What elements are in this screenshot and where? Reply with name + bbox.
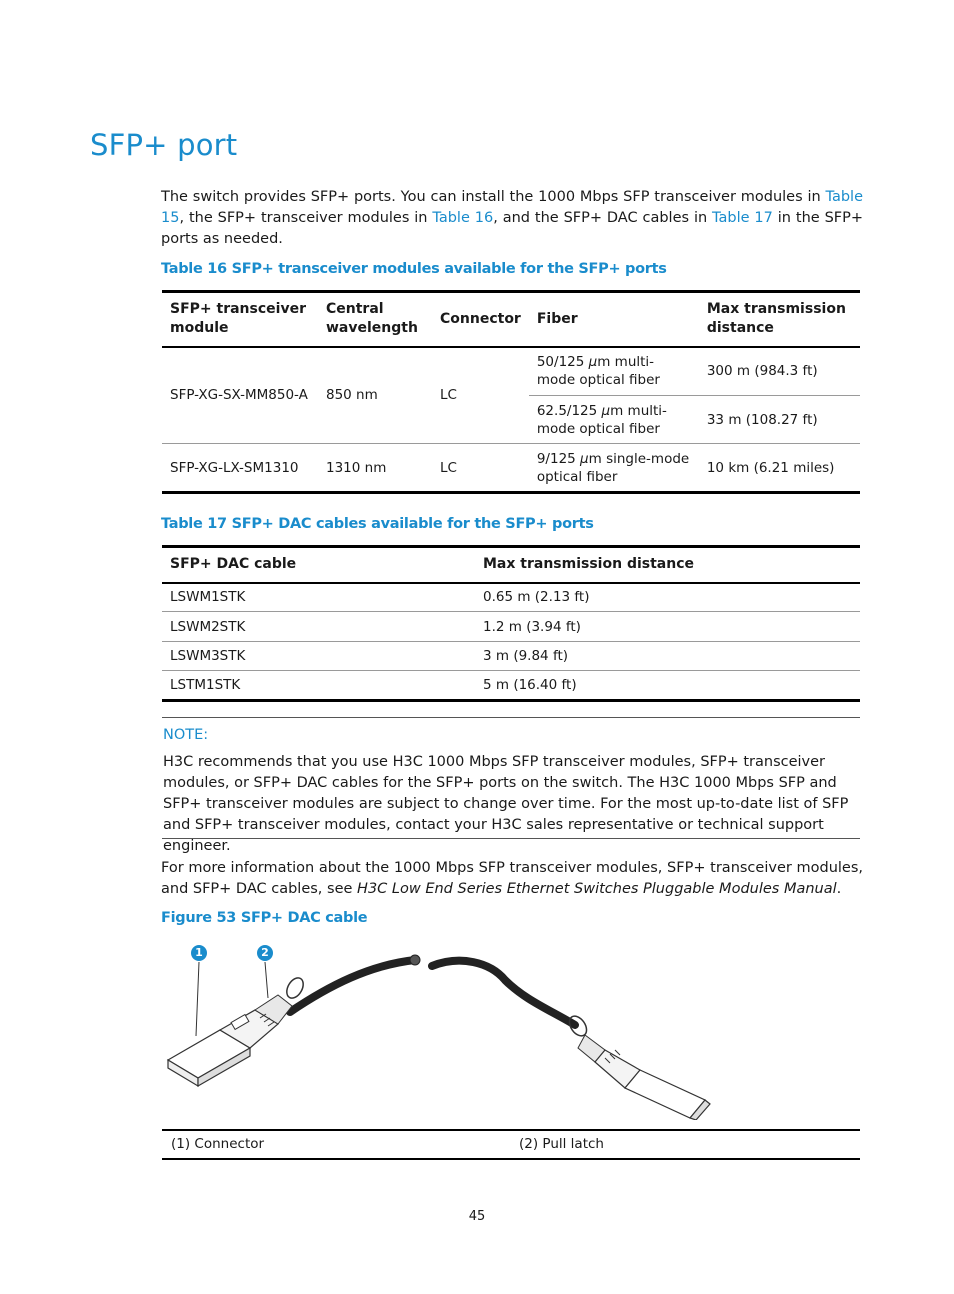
cell-cable: LSWM1STK — [170, 589, 246, 606]
callout-2: 2 — [257, 945, 273, 961]
cell-max-distance: 3 m (9.84 ft) — [483, 648, 569, 664]
page-heading: SFP+ port — [90, 128, 238, 162]
table-16-caption: Table 16 SFP+ transceiver modules available for the SFP+ ports — [161, 261, 667, 277]
legend-connector: (1) Connector — [171, 1136, 265, 1152]
more-info-paragraph — [161, 858, 863, 900]
note-text: H3C recommends that you use H3C 1000 Mbps SFP transceiver modules, SFP+ transceiver modules, or SFP+ DAC cables for the SFP+ ports on the switch. The H3C 1000 Mbps SFP and SFP+ transceiver modules are subject to change over time. For the most up-to-date list of SFP and SFP+ transceiver modules, contact your H3C sales representative or technical support engineer. — [163, 754, 849, 854]
dac-cable-figure — [160, 940, 720, 1120]
cell-module: SFP-XG-SX-MM850-A — [162, 347, 318, 444]
cell-fiber: 62.5/125 μm multi-mode optical fiber — [529, 396, 699, 444]
transceiver-table — [162, 290, 860, 494]
dac-cable-illustration — [160, 940, 720, 1120]
table-row — [162, 642, 860, 671]
table-row — [162, 612, 860, 642]
cell-max-distance: 1.2 m (3.94 ft) — [483, 618, 581, 635]
cell-connector: LC — [440, 459, 457, 476]
cell-cable: LSWM2STK — [170, 618, 246, 635]
link-table-15[interactable]: Table 15 — [161, 189, 863, 226]
more-info-text-1: For more information about the 1000 Mbps SFP transceiver modules, SFP+ transceiver modules, and SFP+ DAC cables, see — [161, 860, 863, 897]
col-header-cable: SFP+ DAC cable — [170, 556, 297, 573]
col-header-distance: Max transmission distance — [706, 301, 846, 337]
col-header-fiber: Fiber — [536, 310, 578, 327]
cell-max-distance: 5 m (16.40 ft) — [483, 677, 577, 693]
right-connector — [566, 1013, 710, 1120]
table-row — [162, 583, 860, 612]
intro-text-4: in the SFP+ ports as needed. — [161, 210, 864, 247]
intro-paragraph — [161, 187, 863, 250]
page-number: 45 — [468, 1209, 486, 1224]
col-header-module: SFP+ transceiver module — [170, 301, 306, 337]
col-header-connector: Connector — [440, 310, 521, 327]
intro-text-2: , the SFP+ transceiver modules in — [179, 210, 433, 226]
more-info-text-2: . — [836, 881, 842, 897]
table-row — [162, 444, 860, 493]
cell-connector: LC — [432, 347, 529, 444]
cell-distance: 33 m (108.27 ft) — [699, 396, 860, 444]
table-row — [162, 347, 860, 396]
legend-pull-latch: (2) Pull latch — [519, 1136, 604, 1152]
col-header-wavelength: Central wavelength — [326, 301, 418, 337]
cell-cable: LSWM3STK — [170, 648, 246, 664]
figure-legend — [162, 1129, 860, 1160]
cell-wavelength: 1310 nm — [326, 459, 387, 476]
callout-1: 1 — [191, 945, 207, 961]
intro-text-3: , and the SFP+ DAC cables in — [493, 210, 713, 226]
cell-wavelength: 850 nm — [318, 347, 432, 444]
figure-caption: Figure 53 SFP+ DAC cable — [161, 910, 368, 926]
note-label: NOTE: — [163, 727, 209, 743]
link-table-16[interactable]: Table 16 — [432, 210, 494, 226]
cell-distance: 300 m (984.3 ft) — [699, 347, 860, 396]
cell-fiber: 9/125 μm single-mode optical fiber — [536, 450, 690, 485]
col-header-max-distance: Max transmission distance — [483, 556, 694, 573]
cell-fiber: 50/125 μm multi-mode optical fiber — [529, 347, 699, 396]
intro-text-1: The switch provides SFP+ ports. You can install the 1000 Mbps SFP transceiver modules in — [161, 189, 826, 205]
table-row — [162, 671, 860, 701]
left-connector — [168, 975, 307, 1086]
cell-cable: LSTM1STK — [170, 677, 241, 693]
dac-cable-table — [162, 545, 860, 702]
cell-distance: 10 km (6.21 miles) — [706, 459, 835, 476]
link-table-17[interactable]: Table 17 — [712, 210, 773, 226]
manual-title: H3C Low End Series Ethernet Switches Pluggable Modules Manual — [357, 881, 837, 897]
cell-max-distance: 0.65 m (2.13 ft) — [483, 589, 590, 606]
cell-module: SFP-XG-LX-SM1310 — [170, 459, 299, 476]
table-17-caption: Table 17 SFP+ DAC cables available for the SFP+ ports — [161, 516, 594, 532]
